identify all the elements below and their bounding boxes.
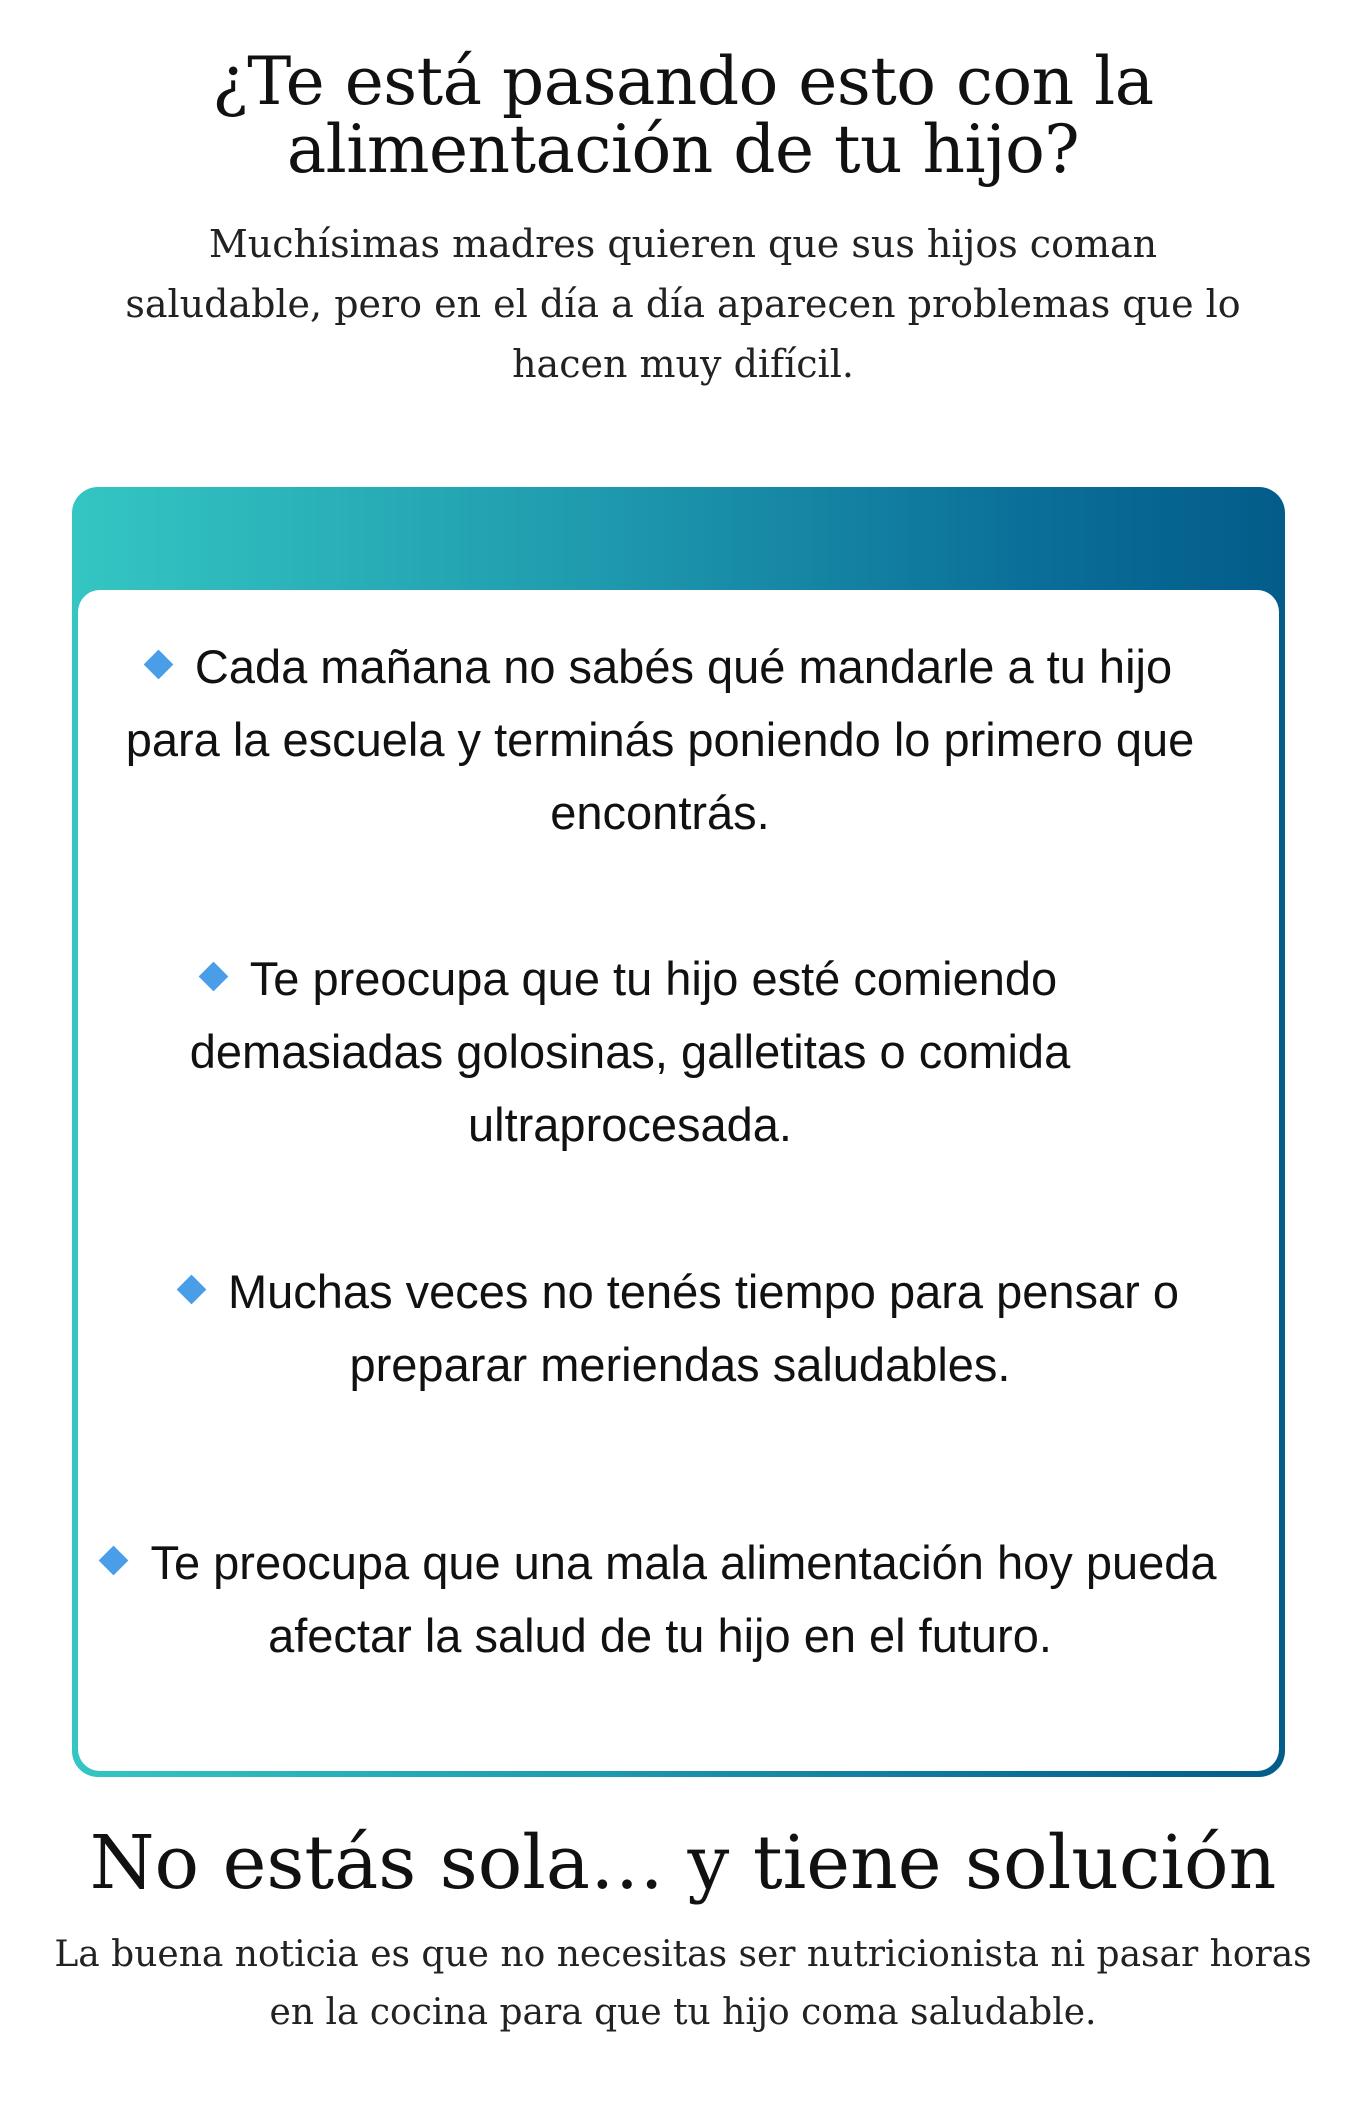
- page-subtitle: Muchísimas madres quieren que sus hijos coman saludable, pero en el día a día aparecen problemas que lo hacen muy difícil.: [125, 222, 1241, 386]
- diamond-bullet-icon: [99, 1546, 129, 1576]
- problem-item: [100, 1526, 1220, 1672]
- problem-item: [100, 630, 1220, 849]
- problem-item-text: Te preocupa que tu hijo esté comiendo demasiadas golosinas, galletitas o comida ultraprocesada.: [189, 952, 1071, 1151]
- problem-item-text: Cada mañana no sabés qué mandarle a tu hijo para la escuela y terminás poniendo lo primero que encontrás.: [125, 640, 1195, 839]
- problem-item-text: Te preocupa que una mala alimentación hoy pueda afectar la salud de tu hijo en el futuro.: [150, 1536, 1217, 1662]
- problem-item: [80, 942, 1180, 1161]
- solution-text: La buena noticia es que no necesitas ser nutricionista ni pasar horas en la cocina para que tu hijo coma saludable.: [54, 1934, 1312, 2033]
- problem-item: [100, 1255, 1260, 1401]
- solution-title: No estás sola… y tiene solución: [89, 1820, 1277, 1906]
- diamond-bullet-icon: [177, 1275, 207, 1305]
- diamond-bullet-icon: [144, 650, 174, 680]
- page-title: ¿Te está pasando esto con la alimentación de tu hijo?: [212, 43, 1154, 188]
- problem-item-text: Muchas veces no tenés tiempo para pensar o preparar meriendas saludables.: [228, 1265, 1179, 1391]
- diamond-bullet-icon: [198, 962, 228, 992]
